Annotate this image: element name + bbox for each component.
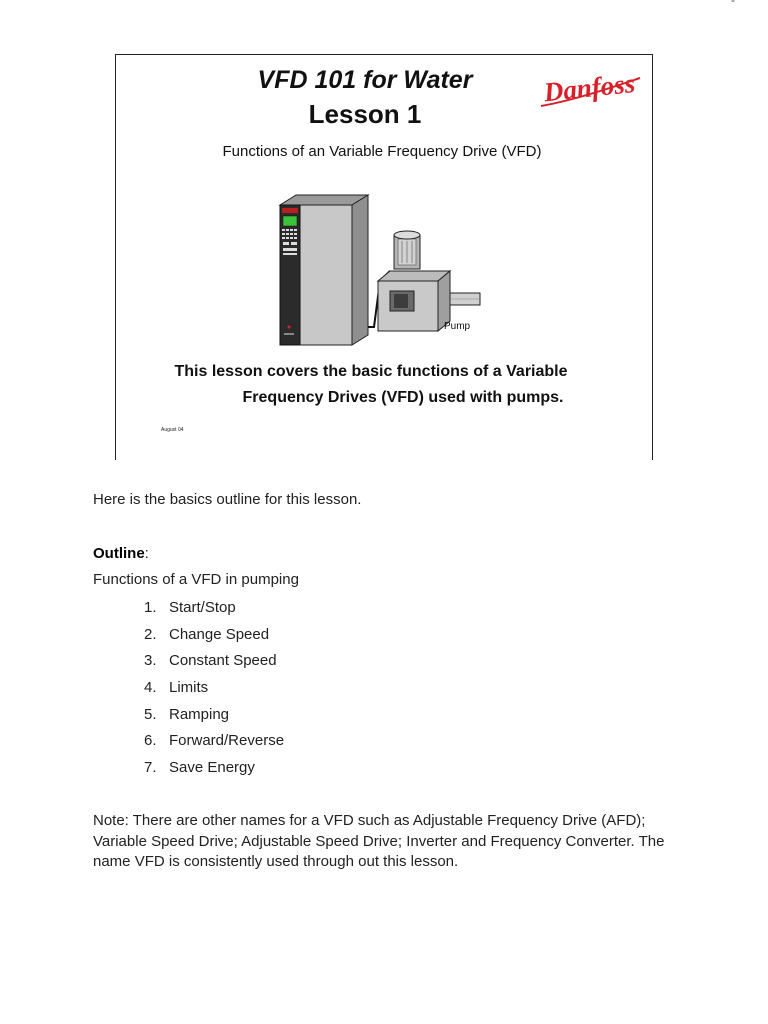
pump-label: Pump — [444, 321, 471, 332]
list-item: 3. Constant Speed — [144, 652, 277, 670]
list-item: 7. Save Energy — [144, 759, 255, 777]
svg-text:Danfoss: Danfoss — [542, 67, 637, 108]
list-item: 6. Forward/Reverse — [144, 732, 285, 750]
list-item: 1. Start/Stop — [144, 599, 236, 616]
slide-subtitle: Functions of an Variable Frequency Drive (VFD) — [222, 143, 542, 160]
danfoss-logo — [536, 66, 646, 110]
page-corner-mark: - — [731, 0, 735, 7]
slide-summary: This lesson covers the basic functions of a Variable Frequency Drives (VFD) used with pumps. — [174, 363, 568, 406]
vfd-drive-unit — [280, 195, 368, 345]
list-item: 2. Change Speed — [144, 625, 270, 643]
outline-heading: Outline: — [93, 545, 149, 562]
pump-assembly — [378, 231, 480, 331]
list-item: 5. Ramping — [144, 705, 230, 723]
slide-lesson-number: Lesson 1 — [308, 99, 422, 129]
slide-date: August 04 — [161, 427, 184, 433]
outline-list — [144, 598, 284, 785]
outline-subheading: Functions of a VFD in pumping — [93, 571, 299, 588]
lesson-slide — [115, 54, 653, 460]
note-paragraph: Note: There are other names for a VFD such as Adjustable Frequency Drive (AFD); Variable Speed Drive; Adjustable Speed Drive; Inverter and Frequency Converter. The name VFD is consistently used through out this lesson. — [93, 812, 665, 870]
outline-heading-label: Outline — [93, 545, 145, 562]
list-item: 4. Limits — [144, 679, 209, 697]
vfd-pump-illustration — [276, 189, 488, 347]
slide-title: VFD 101 for Water — [257, 66, 473, 94]
intro-text: Here is the basics outline for this lesson. — [93, 491, 362, 508]
